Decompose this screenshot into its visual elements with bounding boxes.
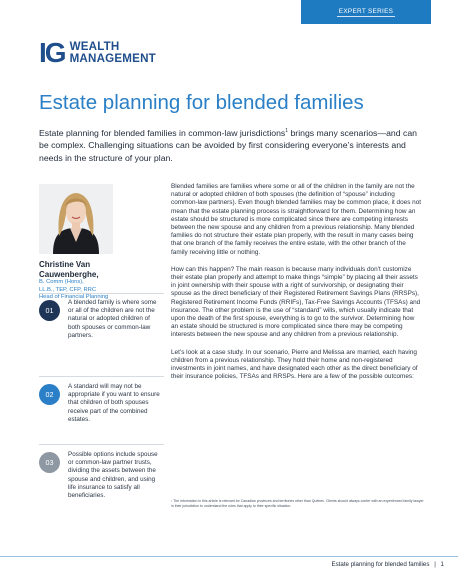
callout-text: A standard will may not be appropriate if you want to ensure that children of both spouses receive part of the combined estates. bbox=[68, 383, 160, 423]
callout-number-badge bbox=[39, 300, 60, 321]
author-name bbox=[39, 260, 159, 279]
author-credential-1: B. Comm (Hons), bbox=[39, 279, 84, 285]
callout-text: Possible options include spouse or common-law partner trusts, dividing the assets between the spouse and children, and using life insurance to satisfy all beneficiaries. bbox=[68, 451, 158, 500]
callout-number-badge bbox=[39, 384, 60, 405]
body-paragraph: How can this happen? The main reason is because many individuals don’t customize their estate plan properly and attempt to make things “simple” by placing all their assets in joint ownership with their spouse with a right of survivorship, or designating their spouse as the direct beneficiary of their Registered Retirement Savings Plans (RRSPs), Registered Retirement Income Funds (RRIFs), Tax-Free Savings Accounts (TFSAs) and insurance. The other problem is the use of “standard” wills, which usually indicate that upon the death of the first spouse, everything is to go to the survivor. Determining how an estate should be structured is more complicated since there may be competing interests between the new spouse and any children from a previous relationship. bbox=[171, 265, 421, 339]
page-footer bbox=[0, 556, 458, 572]
callout-02 bbox=[39, 383, 164, 424]
series-label: EXPERT SERIES bbox=[338, 7, 394, 15]
ig-wealth-management-logo bbox=[39, 39, 156, 67]
callout-text: A blended family is where some or all of the children are not the natural or adopted children of both spouses or common-law partners. bbox=[68, 299, 157, 339]
author-portrait-image bbox=[39, 184, 113, 254]
author-photo bbox=[39, 184, 113, 254]
expert-series-tab bbox=[301, 0, 431, 24]
author-name-line-2: Cauwenberghe, bbox=[39, 269, 99, 279]
intro-text: Estate planning for blended families in common-law jurisdictions bbox=[39, 127, 286, 138]
callout-divider bbox=[39, 293, 164, 294]
author-block bbox=[39, 260, 159, 302]
logo-wordmark bbox=[70, 41, 156, 65]
author-credential-2: LL.B., TEP, CFP, RRC bbox=[39, 286, 97, 293]
author-name-line-1: Christine Van bbox=[39, 260, 91, 269]
logo-mark: IG bbox=[39, 37, 65, 68]
logo-line-1: WEALTH bbox=[69, 40, 120, 53]
footer-separator: | bbox=[434, 561, 436, 568]
page-title: Estate planning for blended families bbox=[39, 91, 364, 114]
callout-03 bbox=[39, 451, 164, 500]
callout-01 bbox=[39, 299, 164, 340]
intro-paragraph bbox=[39, 125, 429, 165]
callout-divider bbox=[39, 376, 164, 377]
body-paragraph: Let’s look at a case study. In our scenario, Pierre and Melissa are married, each having children from a previous relationship. They hold their home and non-registered investments in joint names, and have designated each other as the direct beneficiary of their insurance policies, TFSAs and RRSPs. Here are a few of the possible outcomes: bbox=[171, 348, 418, 381]
footnote: ¹ The information in this article is relevant for Canadian provinces and territories other than Québec. Clients should always confer with an experienced family lawyer in their jurisdiction to understand the rules that apply to their specific situation. bbox=[171, 499, 424, 508]
article-body bbox=[171, 183, 423, 390]
footer-text bbox=[331, 561, 444, 568]
page-number: 1 bbox=[440, 561, 444, 568]
intro-text-continued: brings many scenarios—and can be complex. Challenging situations can be avoided by first considering everyone’s interests and needs in the structure of your plan. bbox=[39, 127, 417, 164]
body-paragraph: Blended families are families where some or all of the children in the family are not the natural or adopted children of both spouses (the definition of “spouse” including common-law partners). Even though blended families may be common place, it does not mean that the estate planning process is straightforward for them. Determining how an estate should be structured is more complicated since there are competing interests between the new spouse and any children from a previous relationship. Many blended families do not structure their estate plan properly, with the result in many cases being that one branch of the family receives the entire estate, with the other branch of the family receiving little or nothing. bbox=[171, 183, 422, 256]
callout-number-badge bbox=[39, 452, 60, 473]
footnote-marker: 1 bbox=[285, 128, 289, 134]
callout-number: 02 bbox=[45, 390, 54, 399]
logo-line-2: MANAGEMENT bbox=[69, 52, 156, 65]
callout-number: 01 bbox=[45, 306, 54, 315]
callout-number: 03 bbox=[45, 458, 54, 467]
footer-doc-title: Estate planning for blended families bbox=[331, 561, 430, 568]
callout-divider bbox=[39, 444, 164, 445]
author-role: Head of Financial Planning bbox=[39, 294, 109, 300]
